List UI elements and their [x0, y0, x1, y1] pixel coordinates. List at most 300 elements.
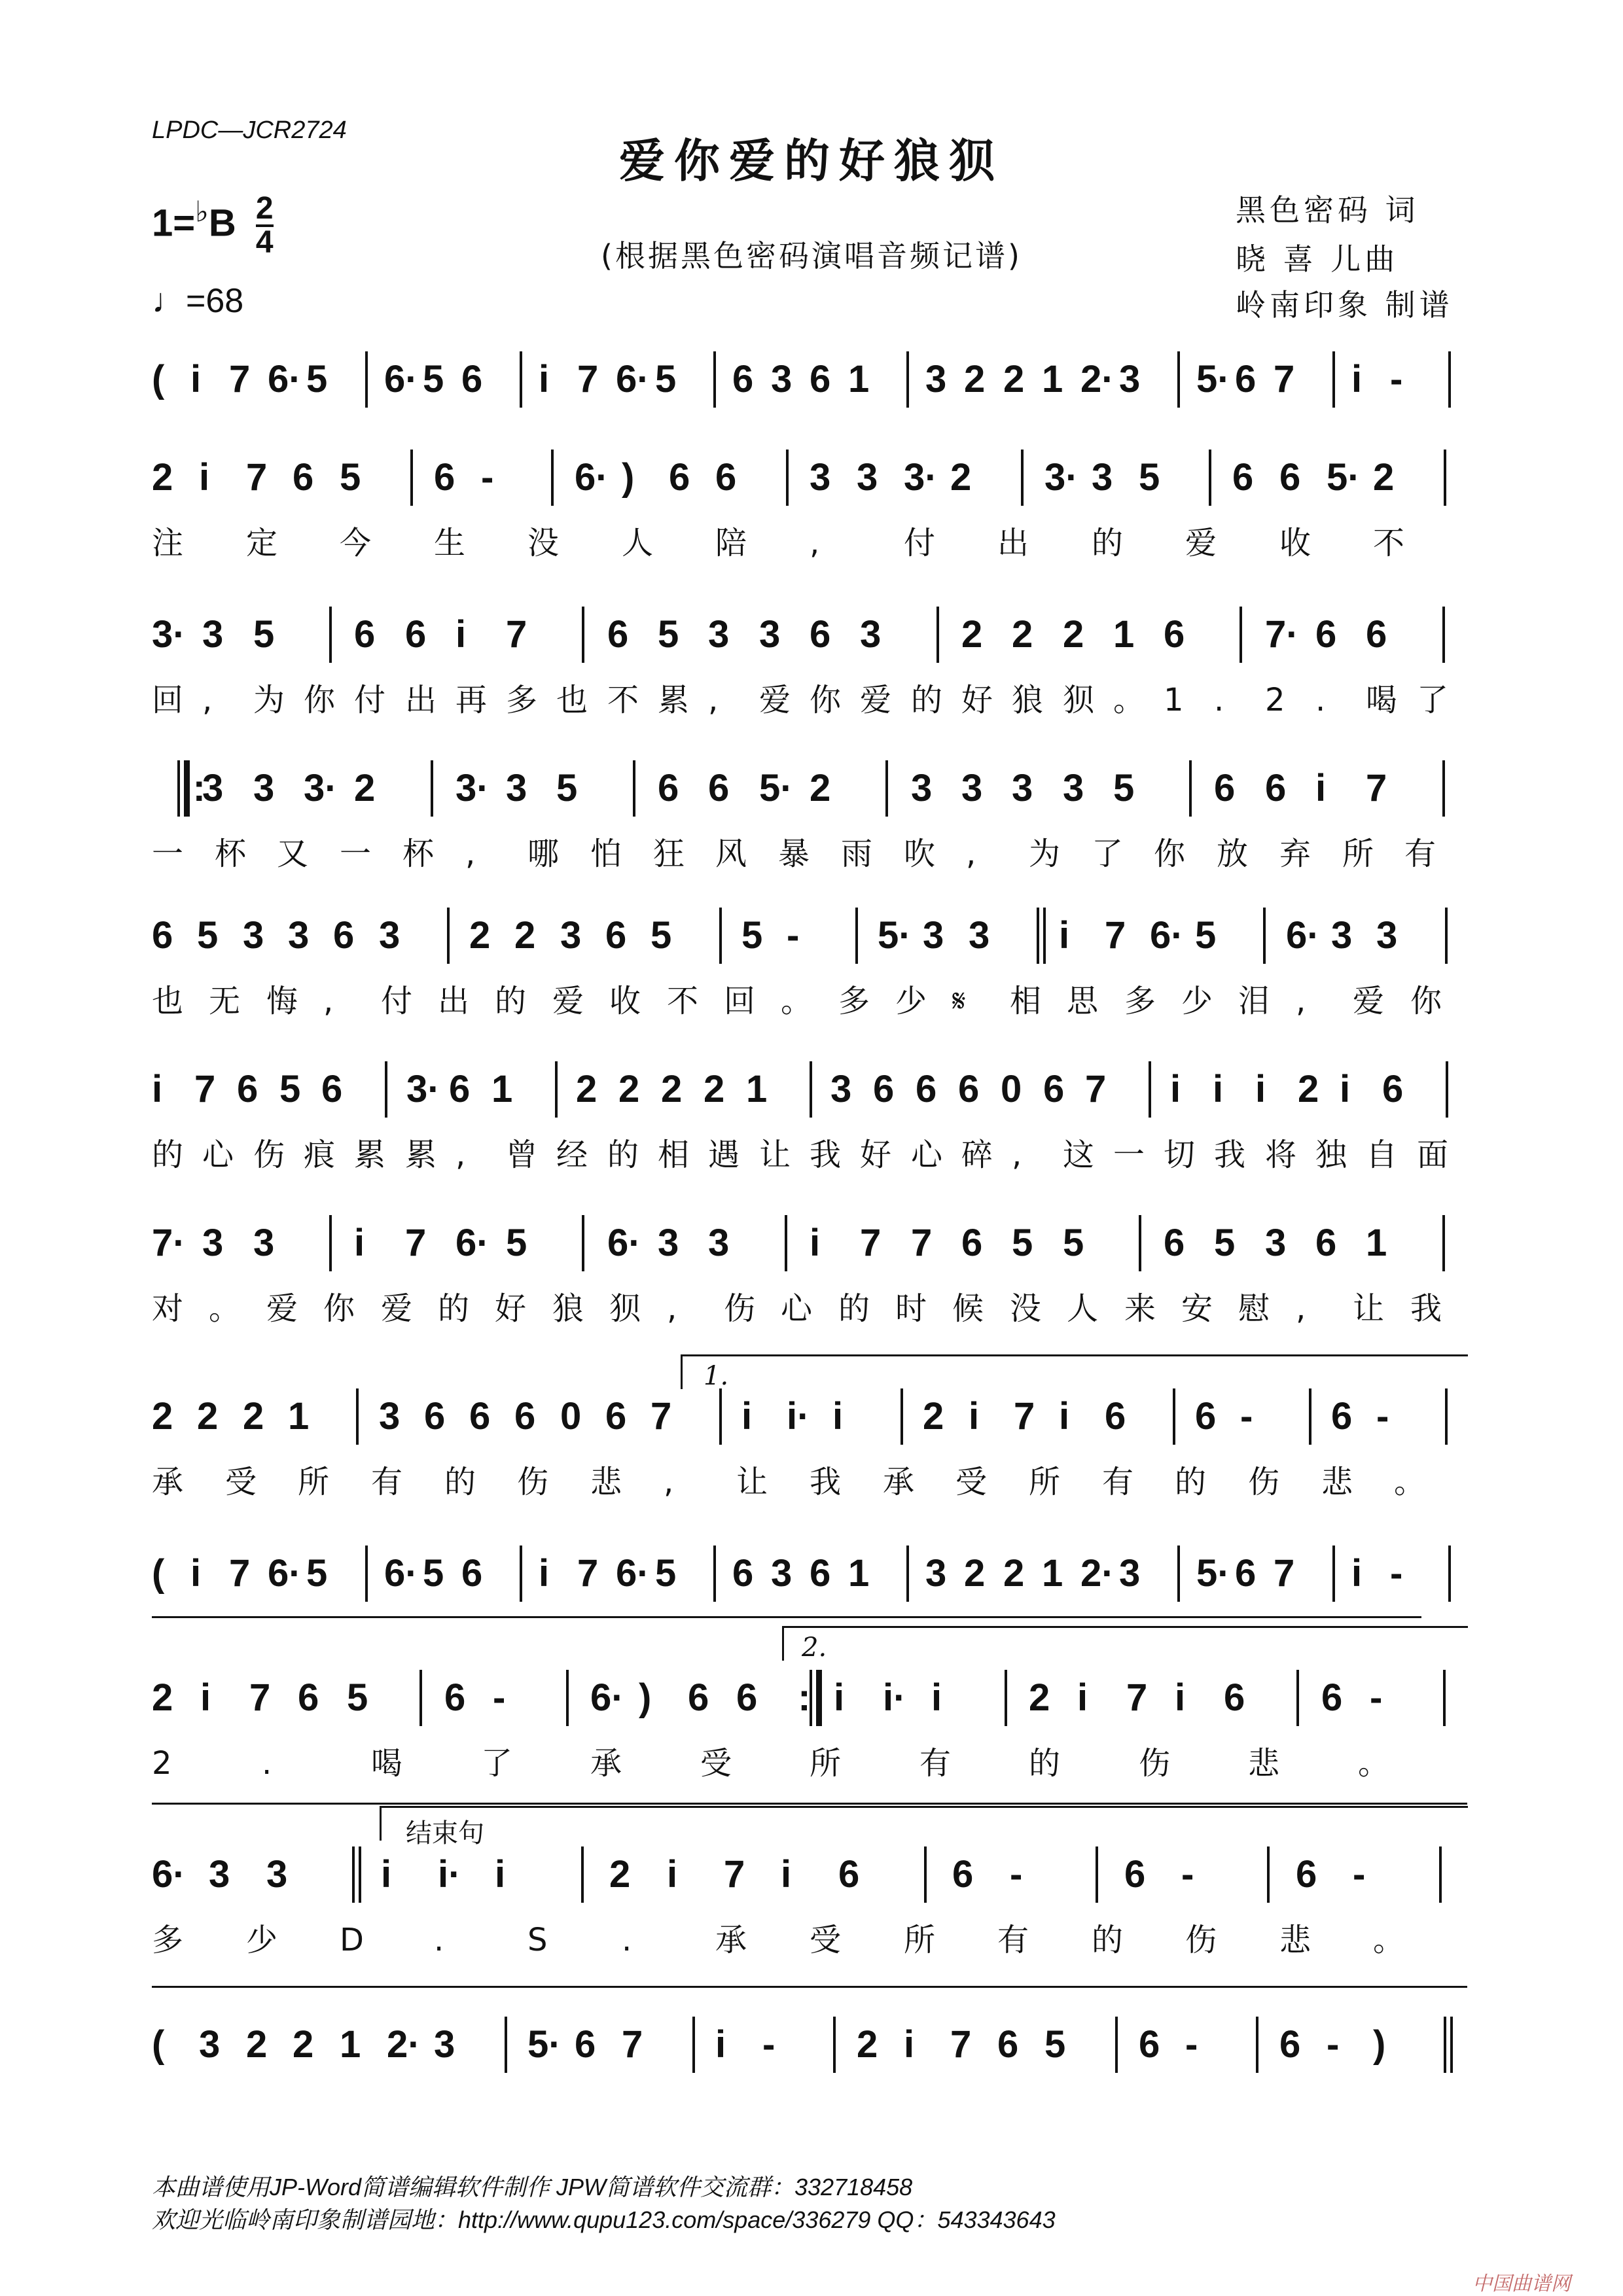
lyric-char: 受: [955, 1464, 989, 1500]
note: 3: [266, 1853, 288, 1896]
note: -: [493, 1676, 506, 1719]
lyric-char: 悲: [590, 1464, 624, 1500]
note: 6: [605, 1395, 627, 1438]
lyric-char: 安: [1181, 1290, 1215, 1327]
lyric-char: 回: [152, 682, 185, 718]
bar-line: [924, 1846, 927, 1903]
lyric-char: 。: [1373, 1922, 1406, 1958]
lyric-char: 心: [911, 1137, 944, 1173]
lyric-char: 。: [1394, 1464, 1427, 1500]
lyric-char: 悔: [266, 983, 300, 1019]
lyric-char: 也: [152, 983, 185, 1019]
note: 3: [708, 1222, 730, 1264]
note: 2: [810, 767, 831, 809]
lyric-char: 收: [1279, 525, 1313, 561]
lyrics-row: [152, 1462, 1467, 1502]
note: i: [495, 1853, 506, 1896]
lyric-char: 2: [152, 1745, 173, 1782]
lyric-char: 伤: [517, 1464, 550, 1500]
note: i: [539, 358, 550, 400]
lyric-char: 没: [527, 525, 561, 561]
lyric-char: 2: [1265, 682, 1287, 718]
note: 0: [1001, 1068, 1022, 1110]
notes-row: [152, 455, 1467, 520]
note: 6: [997, 2023, 1019, 2066]
note: i: [741, 1395, 753, 1438]
lyric-char: 出: [405, 682, 438, 718]
lyric-char: 也: [556, 682, 590, 718]
note: 6·: [1150, 914, 1184, 957]
lyric-char: 的: [911, 682, 944, 718]
note: 6: [708, 767, 730, 809]
lyric-char: 思: [1067, 983, 1100, 1019]
lyric-char: 伤: [724, 1290, 757, 1327]
lyric-char: 悲: [1321, 1464, 1355, 1500]
lyric-char: 为: [253, 682, 287, 718]
lyric-char: 雨: [841, 836, 874, 872]
bar-line: [1263, 908, 1266, 964]
lyric-char: 付: [904, 525, 937, 561]
lyric-char: 面: [1417, 1137, 1450, 1173]
note: 2: [152, 1395, 173, 1438]
note: 7·: [1265, 613, 1299, 656]
lyric-char: 一: [1113, 1137, 1147, 1173]
lyric-char: 少: [895, 983, 929, 1019]
note: 3·: [904, 456, 938, 499]
note: 5·: [1327, 456, 1361, 499]
lyric-char: 一: [340, 836, 373, 872]
note: -: [1327, 2023, 1340, 2066]
lyric-char: 泪: [1238, 983, 1272, 1019]
lyric-char: 好: [961, 682, 995, 718]
note: 5: [1063, 1222, 1084, 1264]
lyric-char: 时: [895, 1290, 929, 1327]
note: 6: [607, 613, 629, 656]
bar-line: [582, 607, 584, 663]
lyric-char: 有: [997, 1922, 1031, 1958]
lyric-char: 爱: [266, 1290, 300, 1327]
note: 7: [860, 1222, 882, 1264]
note: 6: [1315, 613, 1337, 656]
lyric-char: 。: [781, 983, 814, 1019]
note: 7: [724, 1853, 745, 1896]
note: 6: [732, 1552, 754, 1595]
note: 2: [964, 1552, 986, 1595]
note: 6: [1164, 1222, 1185, 1264]
lyrics-row: [152, 1289, 1467, 1328]
lyric-char: 哪: [527, 836, 561, 872]
note: 3: [961, 767, 983, 809]
note: 2·: [1080, 358, 1115, 400]
lyric-char: 伤: [1139, 1745, 1172, 1782]
note: 6: [1366, 613, 1387, 656]
bar-line: [885, 760, 888, 817]
lyric-char: 将: [1265, 1137, 1298, 1173]
coda-label: 结束句: [406, 1818, 484, 1848]
footer-software-note: 本曲谱使用JP-Word简谱编辑软件制作 JPW简谱软件交流群：332718458: [152, 2174, 913, 2200]
note: -: [481, 456, 494, 499]
bar-line: [1332, 1545, 1335, 1602]
key-signature: [152, 193, 274, 258]
lyric-char: 我: [810, 1464, 843, 1500]
note: 6: [1164, 613, 1185, 656]
note: 2: [961, 613, 983, 656]
lyric-char: 我: [1410, 1290, 1444, 1327]
note: 7: [911, 1222, 933, 1264]
note: 7: [229, 358, 251, 400]
note: 2: [152, 456, 173, 499]
lyric-char: 1: [1164, 682, 1185, 718]
note: 5: [741, 914, 763, 957]
note: i: [1175, 1676, 1186, 1719]
note: -: [1376, 1395, 1389, 1438]
bar-line: [520, 1545, 522, 1602]
lyric-char: 弃: [1279, 836, 1313, 872]
footer-website-note: 欢迎光临岭南印象制谱园地：http://www.qupu123.com/space/336279 QQ：543343643: [152, 2206, 1056, 2233]
bar-line: [419, 1670, 422, 1726]
note: 3: [1376, 914, 1398, 957]
lyric-char: .: [622, 1922, 633, 1958]
note: 6: [1105, 1395, 1126, 1438]
note: 7: [1366, 767, 1387, 809]
lyric-char: 承: [883, 1464, 916, 1500]
note: 3: [202, 767, 224, 809]
bar-line: [906, 351, 909, 408]
lyric-char: 我: [1214, 1137, 1247, 1173]
note: 5·: [1196, 1552, 1230, 1595]
note: 6: [873, 1068, 895, 1110]
lyric-char: 喝: [371, 1745, 404, 1782]
note: 2: [1012, 613, 1033, 656]
note: 6: [469, 1395, 491, 1438]
note: i: [715, 2023, 726, 2066]
bar-line: [1448, 351, 1451, 408]
note: 7: [1274, 358, 1295, 400]
lyric-char: 承: [715, 1922, 749, 1958]
lyricist-credit: 黑色密码 词: [1236, 192, 1419, 228]
lyric-char: 付: [354, 682, 387, 718]
note: 6: [958, 1068, 980, 1110]
bar-line: [1096, 1846, 1098, 1903]
note: 7: [651, 1395, 672, 1438]
note: -: [787, 914, 800, 957]
note: 1: [1366, 1222, 1387, 1264]
note: 2: [246, 2023, 268, 2066]
quarter-note-icon: ♩: [152, 282, 186, 320]
note: 6: [1224, 1676, 1245, 1719]
watermark-logo: 中国曲谱网: [1472, 2272, 1571, 2295]
note: -: [1185, 2023, 1198, 2066]
bar-line: [1309, 1388, 1311, 1445]
note: 6·: [268, 358, 302, 400]
bar-line: [810, 1061, 812, 1118]
lyrics-row: [152, 680, 1467, 720]
lyric-char: 不: [607, 682, 641, 718]
meter-bottom: 4: [255, 225, 274, 260]
note: i: [1059, 914, 1070, 957]
note: 2: [609, 1853, 631, 1896]
note: 3: [969, 914, 990, 957]
note: 5: [279, 1068, 301, 1110]
note: 3: [860, 613, 882, 656]
note: 7: [246, 456, 268, 499]
bar-line: [566, 1670, 569, 1726]
note: 6: [810, 358, 831, 400]
note: 6: [1235, 358, 1257, 400]
lyric-char: 伤: [1185, 1922, 1219, 1958]
note: 6: [237, 1068, 259, 1110]
note: 7·: [152, 1222, 186, 1264]
repeat-dots: :: [798, 1676, 811, 1719]
bar-line: [1177, 1545, 1180, 1602]
bar-line: [505, 2017, 507, 2073]
note: 6: [514, 1395, 536, 1438]
lyric-char: 伤: [253, 1137, 287, 1173]
note: i: [354, 1222, 365, 1264]
note: i: [200, 1676, 211, 1719]
lyrics-row: [152, 834, 1467, 874]
note: -: [1370, 1676, 1383, 1719]
note: 3: [202, 1222, 224, 1264]
lyric-char: 的: [607, 1137, 641, 1173]
note: i: [1340, 1068, 1351, 1110]
note: 2: [293, 2023, 314, 2066]
lyric-char: 付: [381, 983, 414, 1019]
note: 6: [961, 1222, 983, 1264]
bar-line: [1267, 1846, 1270, 1903]
note: 2: [1063, 613, 1084, 656]
lyric-char: 的: [1092, 525, 1125, 561]
note: 6: [1315, 1222, 1337, 1264]
note: 3: [379, 914, 401, 957]
note: 2: [661, 1068, 683, 1110]
bar-line: [1005, 1670, 1007, 1726]
note: 6·: [616, 1552, 650, 1595]
lyric-char: 悲: [1248, 1745, 1281, 1782]
note: (: [152, 1552, 165, 1595]
lyric-char: 好: [495, 1290, 528, 1327]
bar-line: [329, 1215, 332, 1271]
note: 6: [688, 1676, 709, 1719]
note: 6: [1124, 1853, 1146, 1896]
note: 1: [848, 1552, 870, 1595]
note: 5·: [878, 914, 912, 957]
note: 3: [810, 456, 831, 499]
note: 6: [916, 1068, 937, 1110]
note: 3·: [152, 613, 186, 656]
lyric-char: 陪: [715, 525, 749, 561]
lyric-char: 的: [495, 983, 528, 1019]
bar-line: [385, 1061, 387, 1118]
lyric-char: 多: [1124, 983, 1158, 1019]
lyric-char: 候: [952, 1290, 986, 1327]
note: i: [539, 1552, 550, 1595]
double-bar-line: [359, 1846, 361, 1903]
note: i: [1059, 1395, 1070, 1438]
note: 7: [622, 2023, 643, 2066]
note: 3: [708, 613, 730, 656]
note: 5: [306, 358, 328, 400]
coda-bracket: [380, 1806, 1468, 1841]
lyric-char: 爱: [1353, 983, 1386, 1019]
lyric-char: 多: [506, 682, 539, 718]
note: 3: [771, 1552, 793, 1595]
lyrics-row: [152, 523, 1467, 563]
note: 6: [1214, 767, 1236, 809]
bar-line: [520, 351, 522, 408]
note: 3: [379, 1395, 401, 1438]
note: 6: [1043, 1068, 1065, 1110]
bar-line: [1189, 760, 1192, 817]
note: 1: [340, 2023, 361, 2066]
lyric-char: 一: [152, 836, 185, 872]
lyric-char: 所: [1029, 1464, 1062, 1500]
lyrics-row: [152, 1135, 1467, 1174]
lyric-char: ,: [465, 836, 477, 872]
note: 6: [838, 1853, 860, 1896]
flat-sign: ♭: [195, 196, 209, 228]
lyric-char: .: [434, 1922, 446, 1958]
bar-line: [1149, 1061, 1151, 1118]
bar-line: [906, 1545, 909, 1602]
note: 5: [556, 767, 578, 809]
system-rule: [152, 1986, 1467, 1988]
song-subtitle: (根据黑色密码演唱音频记谱): [601, 238, 1022, 274]
lyric-char: 有: [919, 1745, 953, 1782]
notes-row: [152, 1394, 1467, 1459]
bar-line: [582, 1215, 584, 1271]
note: 3: [209, 1853, 230, 1896]
lyric-char: 让: [1353, 1290, 1386, 1327]
note: 6: [1331, 1395, 1353, 1438]
lyric-char: 爱: [860, 682, 893, 718]
note: 5: [423, 358, 444, 400]
lyrics-row: [152, 981, 1467, 1021]
lyric-char: 自: [1366, 1137, 1399, 1173]
lyric-char: ,: [708, 682, 720, 718]
note: 3: [658, 1222, 679, 1264]
volta-label-second: 2.: [802, 1633, 827, 1663]
note: i: [1077, 1676, 1088, 1719]
note: 6: [669, 456, 690, 499]
note: 1: [848, 358, 870, 400]
note: 2: [243, 1395, 264, 1438]
note: -: [1181, 1853, 1194, 1896]
lyric-char: 的: [838, 1290, 872, 1327]
lyric-char: ,: [323, 983, 335, 1019]
note: 6: [658, 767, 679, 809]
notes-row: [152, 1675, 1467, 1740]
bar-line: [431, 760, 433, 817]
note: 5: [1113, 767, 1135, 809]
lyric-char: 的: [1175, 1464, 1208, 1500]
note: 5: [423, 1552, 444, 1595]
note: 2: [576, 1068, 597, 1110]
note: i·: [883, 1676, 906, 1719]
note: 6: [461, 358, 483, 400]
lyric-char: 少: [246, 1922, 279, 1958]
note: 5: [506, 1222, 527, 1264]
lyric-char: 今: [340, 525, 373, 561]
note: 7: [577, 1552, 599, 1595]
bar-line: [1037, 908, 1039, 964]
note: 6: [736, 1676, 758, 1719]
note: 1: [746, 1068, 768, 1110]
note: 6·: [152, 1853, 186, 1896]
lyric-char: 注: [152, 525, 185, 561]
note: i: [904, 2023, 915, 2066]
volta-bracket-second: [782, 1626, 1468, 1661]
note: 7: [1014, 1395, 1035, 1438]
note: 5: [1195, 914, 1217, 957]
note: 3: [771, 358, 793, 400]
note: -: [1390, 1552, 1403, 1595]
note: 6: [354, 613, 376, 656]
lyric-char: 狼: [1012, 682, 1045, 718]
bar-line: [447, 908, 450, 964]
note: 1: [1042, 1552, 1063, 1595]
note: 7: [1085, 1068, 1107, 1110]
lyric-char: 承: [152, 1464, 185, 1500]
note: 2: [1029, 1676, 1050, 1719]
lyric-char: 慰: [1238, 1290, 1272, 1327]
lyric-char: .: [1315, 682, 1327, 718]
note: 2: [964, 358, 986, 400]
note: 6: [715, 456, 737, 499]
lyric-char: 爱: [1185, 525, 1219, 561]
lyric-char: 爱: [381, 1290, 414, 1327]
double-bar-line: [184, 760, 190, 817]
lyric-char: 出: [438, 983, 471, 1019]
lyric-char: 无: [209, 983, 242, 1019]
bar-line: [1443, 1670, 1446, 1726]
note: 2: [197, 1395, 219, 1438]
bar-line: [177, 760, 180, 817]
note: 5·: [759, 767, 793, 809]
lyric-char: 相: [658, 1137, 691, 1173]
note: 3: [253, 1222, 275, 1264]
lyric-char: 的: [1029, 1745, 1062, 1782]
note: 5: [1139, 456, 1160, 499]
lyric-char: 吹: [904, 836, 937, 872]
bar-line: [1173, 1388, 1175, 1445]
volta-bracket-first: [681, 1354, 1468, 1389]
note: 6: [1382, 1068, 1404, 1110]
note: 7: [1105, 914, 1126, 957]
note: 2: [1003, 358, 1025, 400]
note: 6: [1279, 456, 1301, 499]
bar-line: [936, 607, 939, 663]
lyric-char: .: [1214, 682, 1226, 718]
lyric-char: 有: [1404, 836, 1438, 872]
lyric-char: 所: [298, 1464, 331, 1500]
note: 2: [1003, 1552, 1025, 1595]
note: 6: [1232, 456, 1254, 499]
arranger-credit: 岭南印象 制谱: [1236, 287, 1454, 323]
bar-line: [719, 908, 722, 964]
lyric-char: 切: [1164, 1137, 1197, 1173]
lyric-char: 碎: [961, 1137, 995, 1173]
bar-line: [719, 1388, 722, 1445]
note: 6·: [590, 1676, 624, 1719]
bar-line: [1139, 1215, 1141, 1271]
note: 2: [354, 767, 376, 809]
note: 6·: [384, 1552, 418, 1595]
lyric-char: 喝: [1366, 682, 1399, 718]
note: 6: [1321, 1676, 1343, 1719]
lyric-char: ,: [1012, 1137, 1024, 1173]
note: 5: [1044, 2023, 1066, 2066]
